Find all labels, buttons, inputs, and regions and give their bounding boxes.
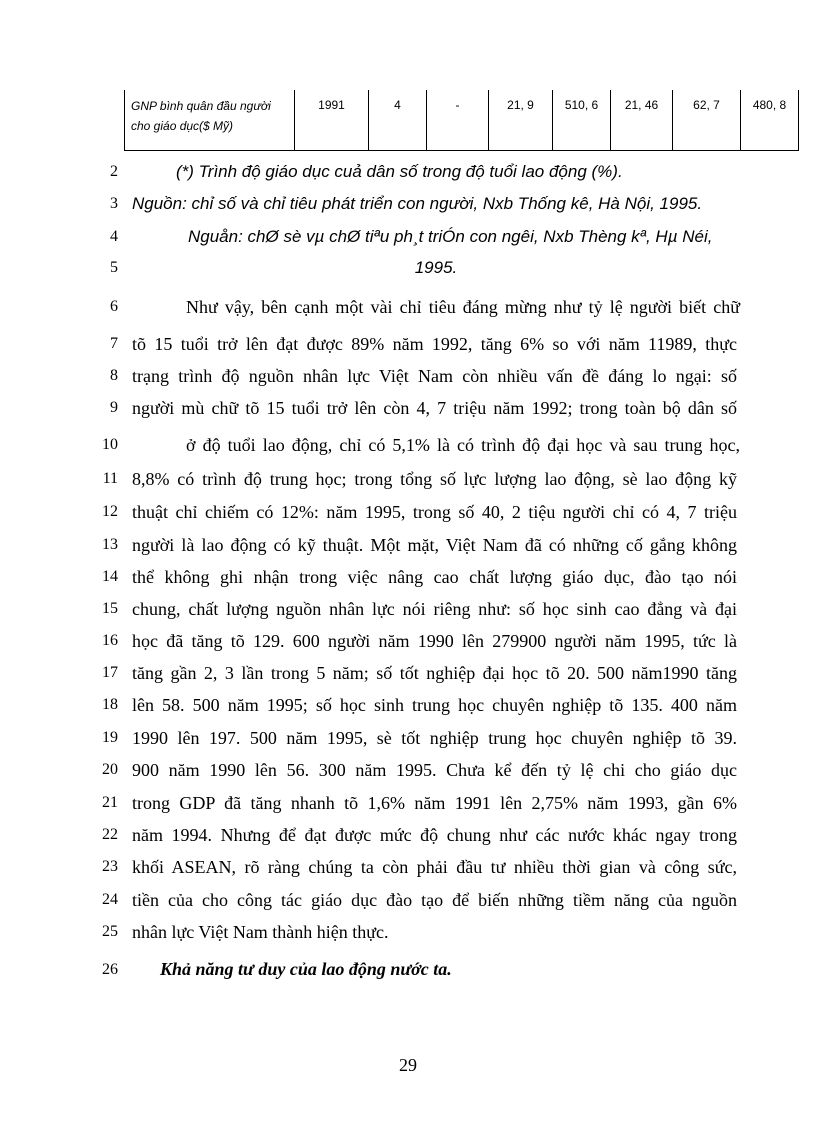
line-number: 26: [102, 961, 118, 978]
line-number: 25: [102, 923, 118, 940]
body-line: học đã tăng tõ 129. 600 người năm 1990 lên 279900 người năm 1995, tức là: [132, 631, 737, 651]
body-line: 8,8% có trình độ trung học; trong tổng số lực lượng lao động, sè lao động kỹ: [132, 469, 737, 489]
body-line: trong GDP đã tăng nhanh tõ 1,6% năm 1991 lên 2,75% năm 1993, gần 6%: [132, 793, 737, 813]
line-number: 7: [110, 335, 118, 352]
table-cell: 1991: [295, 90, 369, 150]
line-number: 11: [102, 470, 118, 487]
line-number: 3: [110, 195, 118, 212]
body-line: thuật chỉ chiếm có 12%: năm 1995, trong số 40, 2 tiệu người chỉ có 4, 7 triệu: [132, 502, 737, 522]
table-cell: 4: [369, 90, 427, 150]
table-cell: 21, 9: [489, 90, 553, 150]
table-cell: 62, 7: [673, 90, 741, 150]
line-number: 22: [102, 826, 118, 843]
body-line: năm 1994. Nhưng để đạt được mức độ chung như các nước khác ngay trong: [132, 825, 737, 845]
line-number: 21: [102, 794, 118, 811]
line-number: 15: [102, 600, 118, 617]
body-line: chung, chất lượng nguồn nhân lực nói riêng như: số học sinh cao đẳng và đại: [132, 599, 737, 619]
line-number: 8: [110, 367, 118, 384]
section-heading: Khả năng tư duy của lao động nước ta.: [160, 959, 452, 979]
body-line: khối ASEAN, rõ ràng chúng ta còn phải đầu tư nhiều thời gian và công sức,: [132, 857, 737, 877]
body-line: Như vậy, bên cạnh một vài chỉ tiêu đáng mừng như tỷ lệ người biết chữ: [186, 297, 740, 317]
line-number: 6: [110, 298, 118, 315]
source-note-year: 1995.: [414, 258, 458, 277]
table-cell: 21, 46: [611, 90, 673, 150]
line-number: 5: [110, 259, 118, 276]
line-number: 20: [102, 761, 118, 778]
table-cell: 510, 6: [553, 90, 611, 150]
line-number: 10: [102, 436, 118, 453]
body-line: tăng gần 2, 3 lần trong 5 năm; số tốt nghiệp đại học tõ 20. 500 năm1990 tăng: [132, 663, 737, 683]
body-line-last: nhân lực Việt Nam thành hiện thực.: [132, 922, 389, 942]
body-line: thể không ghi nhận trong việc nâng cao chất lượng giáo dục, đào tạo nói: [132, 567, 737, 587]
body-line: tõ 15 tuổi trở lên đạt được 89% năm 1992, tăng 6% so với năm 11989, thực: [132, 334, 737, 354]
body-line: người là lao động có kỹ thuật. Một mặt, Việt Nam đã có những cố gắng không: [132, 535, 737, 555]
body-line: 900 năm 1990 lên 56. 300 năm 1995. Chưa kể đến tỷ lệ chi cho giáo dục: [132, 760, 737, 780]
line-number: 24: [102, 891, 118, 908]
line-number: 9: [110, 399, 118, 416]
line-number: 19: [102, 729, 118, 746]
line-number: 18: [102, 696, 118, 713]
body-line: lên 58. 500 năm 1995; số học sinh trung học chuyên nghiệp tõ 135. 400 năm: [132, 695, 737, 715]
line-number: 23: [102, 858, 118, 875]
source-note: Nguồn: chỉ số và chỉ tiêu phát triển con người, Nxb Thống kê, Hà Nội, 1995.: [132, 194, 703, 213]
table-cell: 480, 8: [741, 90, 799, 150]
body-line: tiền của cho công tác giáo dục đào tạo để biến những tiềm năng của nguồn: [132, 890, 737, 910]
page-number: 29: [399, 1055, 417, 1075]
line-number: 17: [102, 664, 118, 681]
line-number: 4: [110, 228, 118, 245]
body-line: ở độ tuổi lao động, chỉ có 5,1% là có trình độ đại học và sau trung học,: [186, 435, 740, 455]
line-number: 16: [102, 632, 118, 649]
body-line: người mù chữ tõ 15 tuổi trở lên còn 4, 7 triệu năm 1992; trong toàn bộ dân số: [132, 398, 737, 418]
line-number: 12: [102, 503, 118, 520]
body-line: 1990 lên 197. 500 năm 1995, sè tốt nghiệp trung học chuyên nghiệp tõ 39.: [132, 728, 737, 748]
line-number: 14: [102, 568, 118, 585]
table-row-label: GNP bình quân đầu người cho giáo dục($ Mỹ): [125, 90, 295, 150]
source-note-garbled: Nguån: chØ sè vµ chØ tiªu ph¸t triÓn con ngêi, Nxb Thèng kª, Hµ Néi,: [188, 227, 713, 246]
table-row: [125, 90, 799, 150]
table-footnote: (*) Trình độ giáo dục cuả dân số trong độ tuổi lao động (%).: [176, 162, 623, 181]
line-number: 2: [110, 163, 118, 180]
line-number: 13: [102, 536, 118, 553]
body-line: trạng trình độ nguồn nhân lực Việt Nam còn nhiều vấn đề đáng lo ngại: số: [132, 366, 737, 386]
education-table: [124, 90, 798, 150]
table-cell: -: [427, 90, 489, 150]
